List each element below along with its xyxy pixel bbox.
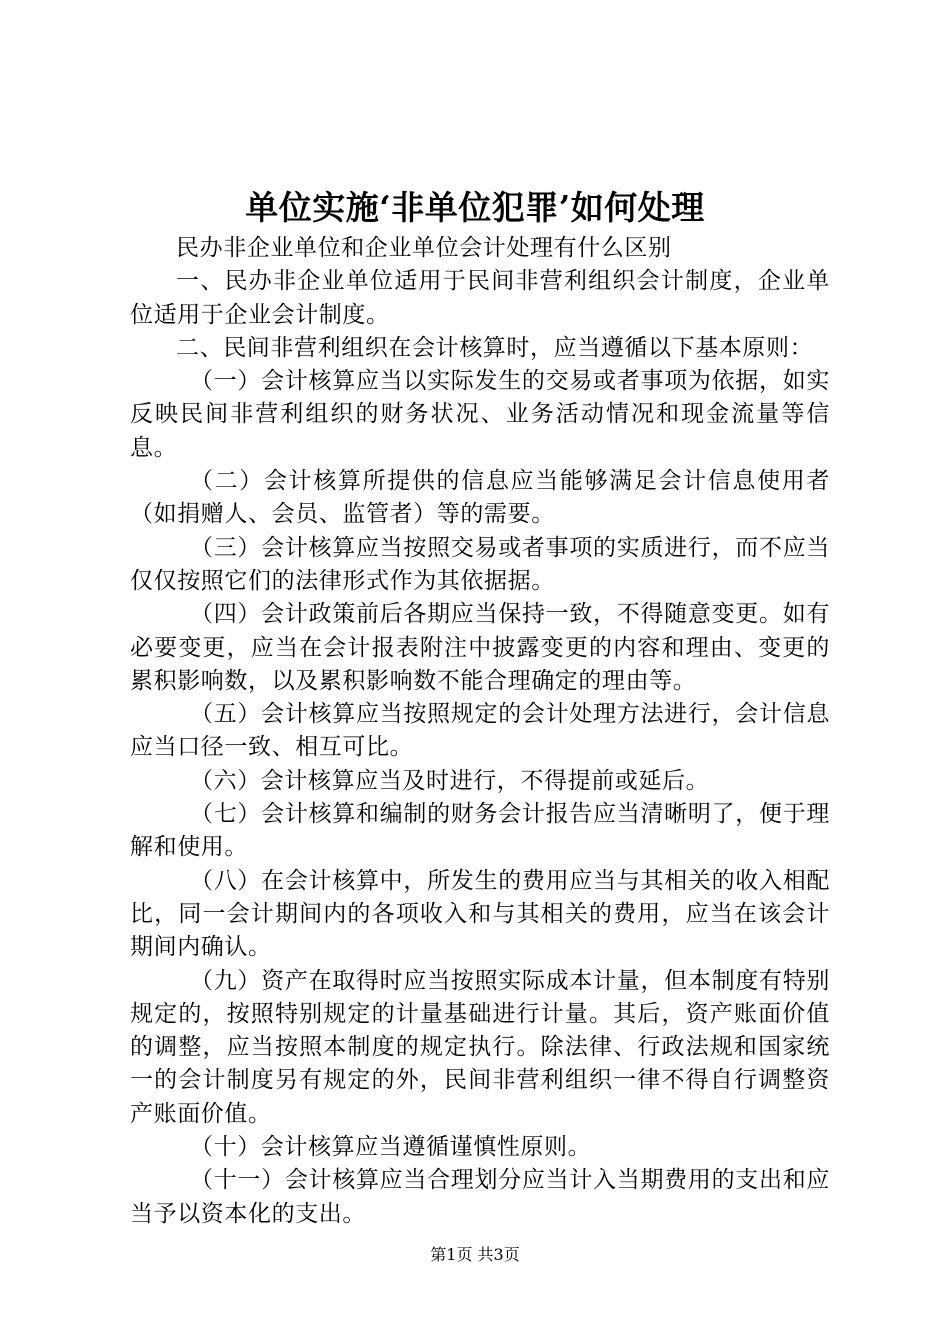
document-title: 单位实施‘非单位犯罪’如何处理 [245, 188, 705, 227]
document-body [130, 232, 830, 1231]
paragraph-principle-1: （一）会计核算应当以实际发生的交易或者事项为依据，如实反映民间非营利组织的财务状况、业务活动情况和现金流量等信息。 [130, 368, 830, 461]
paragraph-principle-8: （八）在会计核算中，所发生的费用应当与其相关的收入相配比，同一会计期间内的各项收入和与其相关的费用，应当在该会计期间内确认。 [130, 867, 830, 961]
paragraph-principle-10: （十）会计核算应当遵循谨慎性原则。 [190, 1134, 592, 1161]
paragraph-principle-2: （二）会计核算所提供的信息应当能够满足会计信息使用者（如捐赠人、会员、监管者）等的需要。 [130, 468, 830, 528]
paragraph-principle-6: （六）会计核算应当及时进行，不得提前或延后。 [190, 767, 710, 794]
paragraph-principle-7: （七）会计核算和编制的财务会计报告应当清晰明了，便于理解和使用。 [130, 801, 830, 861]
paragraph-intro: 民办非企业单位和企业单位会计处理有什么区别 [176, 235, 672, 261]
paragraph-point-1: 一、民办非企业单位适用于民间非营利组织会计制度，企业单位适用于企业会计制度。 [130, 268, 830, 328]
paragraph-principle-5: （五）会计核算应当按照规定的会计处理方法进行，会计信息应当口径一致、相互可比。 [130, 701, 830, 761]
paragraph-point-2: 二、民间非营利组织在会计核算时，应当遵循以下基本原则： [176, 334, 814, 361]
paragraph-principle-9: （九）资产在取得时应当按照实际成本计量，但本制度有特别规定的，按照特别规定的计量基础进行计量。其后，资产账面价值的调整，应当按照本制度的规定执行。除法律、行政法规和国家统一的会计制度另有规定的外，民间非营利组织一律不得自行调整资产账面价值。 [130, 967, 830, 1127]
paragraph-principle-4: （四）会计政策前后各期应当保持一致，不得随意变更。如有必要变更，应当在会计报表附注中披露变更的内容和理由、变更的累积影响数，以及累积影响数不能合理确定的理由等。 [130, 601, 830, 694]
paragraph-principle-11: （十一）会计核算应当合理划分应当计入当期费用的支出和应当予以资本化的支出。 [130, 1167, 830, 1227]
page-footer: 第1页 共3页 [430, 1245, 520, 1264]
paragraph-principle-3: （三）会计核算应当按照交易或者事项的实质进行，而不应当仅仅按照它们的法律形式作为其依据据。 [130, 534, 830, 594]
